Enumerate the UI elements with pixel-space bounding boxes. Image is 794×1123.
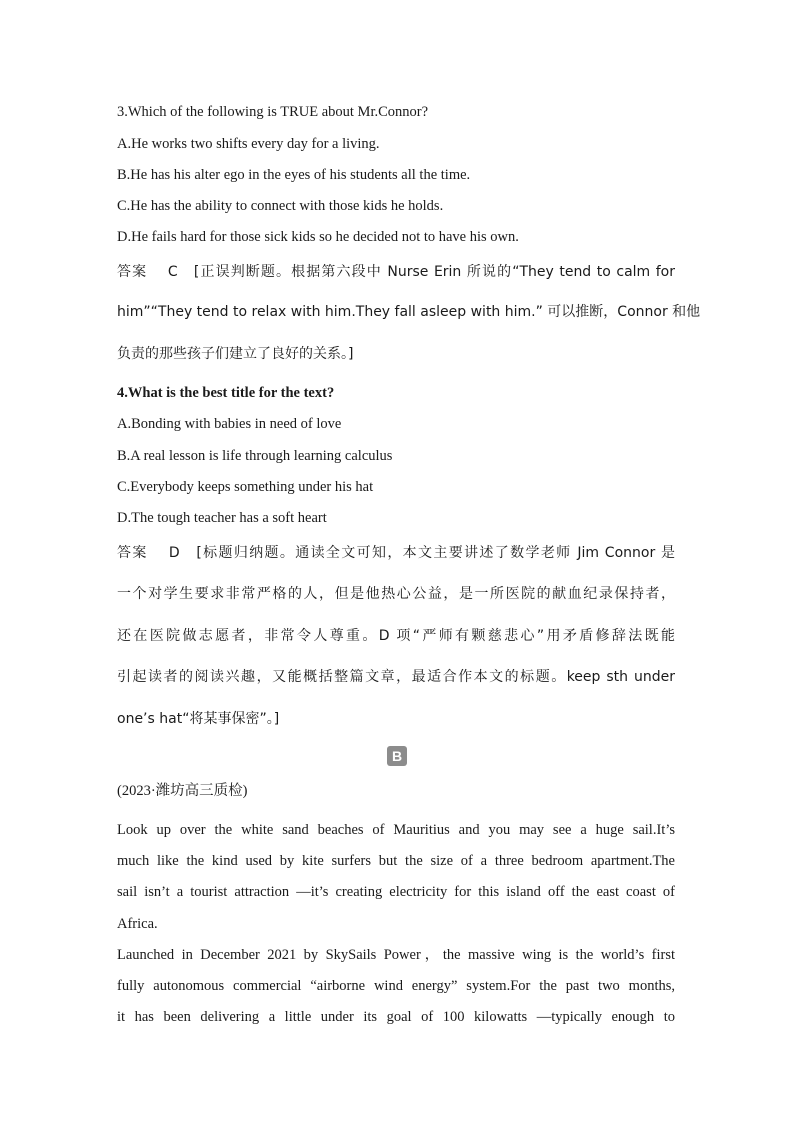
passage-para-2-line-1: Launched in December 2021 by SkySails Power，the massive wing is the world’s first [117, 947, 675, 963]
passage-para-1-line-1: Look up over the white sand beaches of Mauritius and you may see a huge sail.It’s [117, 822, 675, 838]
q4-answer-line-2: 一个对学生要求非常严格的人，但是他热心公益，是一所医院的献血纪录保持者， [117, 586, 675, 602]
q4-option-a: A.Bonding with babies in need of love [117, 416, 342, 432]
q3-option-d: D.He fails hard for those sick kids so he decided not to have his own. [117, 229, 519, 245]
passage-para-2-line-2: fully autonomous commercial “airborne wind energy” system.For the past two months, [117, 978, 675, 994]
q3-option-b: B.He has his alter ego in the eyes of his students all the time. [117, 167, 471, 183]
q3-answer-line-1: 答案 C [正误判断题。根据第六段中 Nurse Erin 所说的“They tend to calm for [117, 264, 675, 280]
passage-source: (2023·潍坊高三质检) [117, 783, 248, 799]
q4-answer-line-5: one’s hat“将某事保密”。] [117, 711, 280, 727]
passage-para-1-line-3: sail isn’t a tourist attraction —it’s creating electricity for this island off the east coast of [117, 884, 675, 900]
q3-answer-line-2: him”“They tend to relax with him.They fall asleep with him.” 可以推断，Connor 和他 [117, 304, 701, 320]
question-3-stem: 3.Which of the following is TRUE about Mr.Connor? [117, 104, 429, 120]
q4-option-c: C.Everybody keeps something under his hat [117, 479, 374, 495]
passage-para-1-line-2: much like the kind used by kite surfers but the size of a three bedroom apartment.The [117, 853, 675, 869]
q4-answer-line-3: 还在医院做志愿者，非常令人尊重。D 项“严师有颗慈悲心”用矛盾修辞法既能 [117, 628, 675, 644]
q4-answer-line-1: 答案 D [标题归纳题。通读全文可知，本文主要讲述了数学老师 Jim Connor 是 [117, 545, 675, 561]
q3-option-c: C.He has the ability to connect with those kids he holds. [117, 198, 444, 214]
q4-option-d: D.The tough teacher has a soft heart [117, 510, 327, 526]
passage-para-2-line-3: it has been delivering a little under its goal of 100 kilowatts —typically enough to [117, 1009, 675, 1025]
q4-answer-line-4: 引起读者的阅读兴趣，又能概括整篇文章，最适合作本文的标题。keep sth under [117, 669, 675, 685]
section-b-badge: B [387, 746, 407, 766]
question-4-stem: 4.What is the best title for the text? [117, 385, 335, 401]
q3-answer-line-3: 负责的那些孩子们建立了良好的关系。] [117, 346, 354, 362]
passage-para-1-line-4: Africa. [117, 916, 158, 932]
q3-option-a: A.He works two shifts every day for a living. [117, 136, 380, 152]
q4-option-b: B.A real lesson is life through learning calculus [117, 448, 393, 464]
